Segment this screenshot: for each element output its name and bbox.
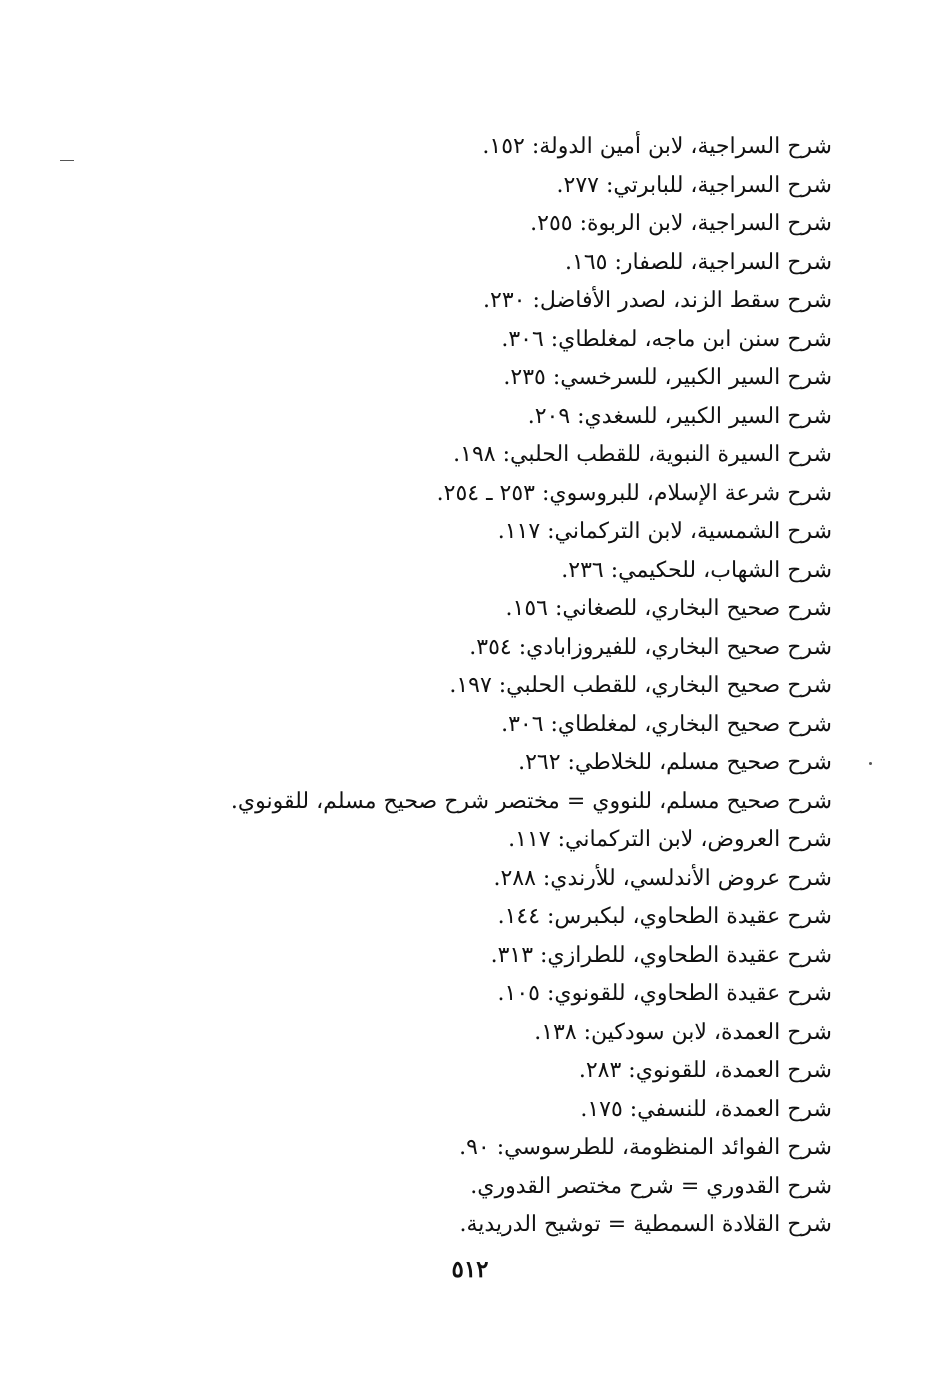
index-entry: شرح السراجية، للبابرتي: ٢٧٧. — [556, 172, 832, 198]
index-entry: شرح القدوري = شرح مختصر القدوري. — [470, 1173, 832, 1199]
index-entry: شرح السراجية، للصفار: ١٦٥. — [565, 249, 832, 275]
index-entry: شرح صحيح مسلم، للنووي = مختصر شرح صحيح مسلم، للقونوي. — [230, 788, 832, 814]
index-entry: شرح سقط الزند، لصدر الأفاضل: ٢٣٠. — [483, 288, 832, 313]
index-entry: شرح سنن ابن ماجه، لمغلطاي: ٣٠٦. — [501, 326, 832, 352]
index-entry: شرح صحيح البخاري، للصغاني: ١٥٦. — [505, 596, 832, 621]
index-entry: شرح العروض، لابن التركماني: ١١٧. — [508, 827, 832, 852]
index-entry: شرح عروض الأندلسي، للأرندي: ٢٨٨. — [493, 865, 832, 891]
index-entry: شرح عقيدة الطحاوي، للطرازي: ٣١٣. — [490, 942, 832, 968]
index-entry: شرح شرعة الإسلام، للبروسوي: ٢٥٣ ـ ٢٥٤. — [436, 480, 832, 506]
page-number: ٥١٢ — [451, 1256, 489, 1283]
scan-speck — [60, 160, 74, 161]
index-entry: شرح عقيدة الطحاوي، لبكبرس: ١٤٤. — [497, 904, 832, 929]
index-entry: شرح صحيح مسلم، للخلاطي: ٢٦٢. — [518, 750, 832, 775]
index-entry: شرح عقيدة الطحاوي، للقونوي: ١٠٥. — [497, 981, 832, 1006]
index-entry: شرح الشهاب، للحكيمي: ٢٣٦. — [561, 557, 832, 583]
index-entry: شرح العمدة، للقونوي: ٢٨٣. — [578, 1058, 832, 1083]
index-entry: شرح صحيح البخاري، للقطب الحلبي: ١٩٧. — [449, 673, 832, 698]
index-entry: شرح السير الكبير، للسغدي: ٢٠٩. — [527, 403, 832, 429]
index-entry: شرح العمدة، لابن سودكين: ١٣٨. — [534, 1019, 832, 1045]
index-entry: شرح الشمسية، لابن التركماني: ١١٧. — [497, 519, 832, 544]
index-entry: شرح السراجية، لابن الربوة: ٢٥٥. — [530, 211, 832, 236]
index-entry: شرح صحيح البخاري، لمغلطاي: ٣٠٦. — [501, 711, 832, 737]
index-entry: شرح الفوائد المنظومة، للطرسوسي: ٩٠. — [459, 1135, 832, 1160]
index-entries — [132, 128, 832, 1245]
index-entry: شرح السيرة النبوية، للقطب الحلبي: ١٩٨. — [453, 442, 832, 467]
index-entry: شرح العمدة، للنسفي: ١٧٥. — [580, 1096, 832, 1122]
index-entry: شرح السير الكبير، للسرخسي: ٢٣٥. — [503, 365, 832, 390]
scan-speck — [869, 762, 872, 765]
index-entry: شرح القلادة السمطية = توشيح الدريدية. — [459, 1212, 832, 1237]
index-entry: شرح السراجية، لابن أمين الدولة: ١٥٢. — [482, 134, 832, 159]
index-entry: شرح صحيح البخاري، للفيروزابادي: ٣٥٤. — [469, 634, 832, 660]
